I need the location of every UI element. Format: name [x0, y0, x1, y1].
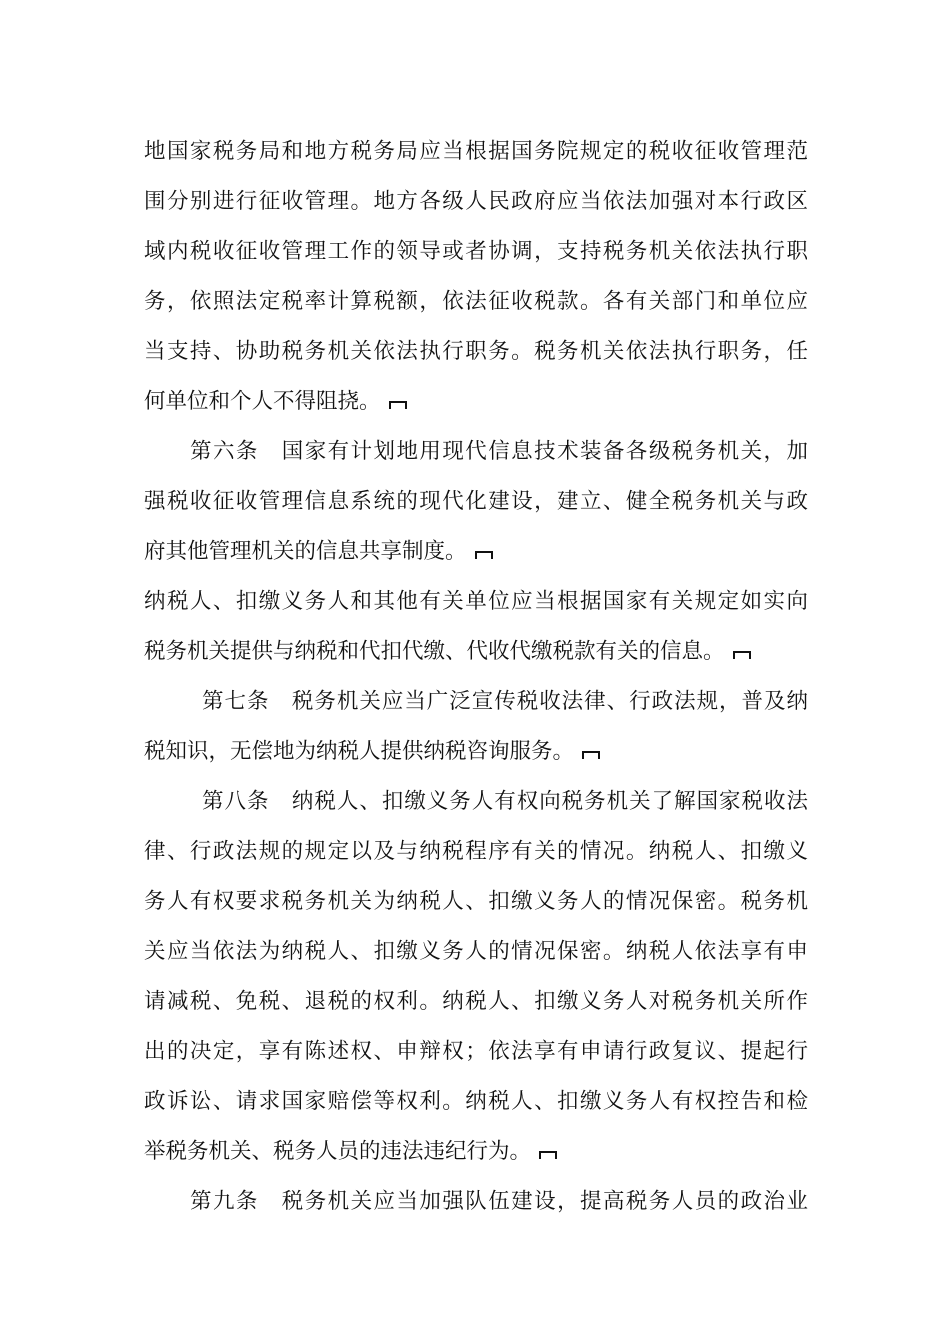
paragraph-end-line [144, 385, 808, 419]
article-7-heading-line: 第七条 税务机关应当广泛宣传税收法律、行政法规，普及纳 [202, 689, 808, 714]
text-line: 税知识，无偿地为纳税人提供纳税咨询服务。 [144, 739, 575, 764]
text-line: 地国家税务局和地方税务局应当根据国务院规定的税收征收管理范 [144, 139, 808, 164]
article-6-heading-line: 第六条 国家有计划地用现代信息技术装备各级税务机关，加 [190, 439, 808, 464]
text-line: 关应当依法为纳税人、扣缴义务人的情况保密。纳税人依法享有申 [144, 939, 808, 964]
text-line: 纳税人、扣缴义务人和其他有关单位应当根据国家有关规定如实向 [144, 589, 808, 614]
paragraph-end-line [144, 735, 808, 769]
text-line: 政诉讼、请求国家赔偿等权利。纳税人、扣缴义务人有权控告和检 [144, 1089, 808, 1114]
text-line: 举税务机关、税务人员的违法违纪行为。 [144, 1139, 532, 1164]
text-line: 律、行政法规的规定以及与纳税程序有关的情况。纳税人、扣缴义 [144, 839, 808, 864]
paragraph-end-line [144, 535, 808, 569]
text-line: 何单位和个人不得阻挠。 [144, 389, 381, 414]
paragraph-mark-icon [733, 651, 751, 659]
text-line: 务人有权要求税务机关为纳税人、扣缴义务人的情况保密。税务机 [144, 889, 808, 914]
text-line: 出的决定，享有陈述权、申辩权；依法享有申请行政复议、提起行 [144, 1039, 808, 1064]
text-line: 请减税、免税、退税的权利。纳税人、扣缴义务人对税务机关所作 [144, 989, 808, 1014]
article-8-heading-line: 第八条 纳税人、扣缴义务人有权向税务机关了解国家税收法 [202, 789, 808, 814]
paragraph-end-line [144, 635, 808, 669]
text-line: 当支持、协助税务机关依法执行职务。税务机关依法执行职务，任 [144, 339, 808, 364]
article-9-heading-line: 第九条 税务机关应当加强队伍建设，提高税务人员的政治业 [190, 1189, 808, 1214]
text-line: 围分别进行征收管理。地方各级人民政府应当依法加强对本行政区 [144, 189, 808, 214]
text-line: 府其他管理机关的信息共享制度。 [144, 539, 467, 564]
paragraph-mark-icon [389, 401, 407, 409]
paragraph-mark-icon [539, 1151, 557, 1159]
text-line: 域内税收征收管理工作的领导或者协调，支持税务机关依法执行职 [144, 239, 808, 264]
text-line: 务，依照法定税率计算税额，依法征收税款。各有关部门和单位应 [144, 289, 808, 314]
paragraph-mark-icon [475, 551, 493, 559]
text-line: 税务机关提供与纳税和代扣代缴、代收代缴税款有关的信息。 [144, 639, 725, 664]
paragraph-end-line [144, 1135, 808, 1169]
text-line: 强税收征收管理信息系统的现代化建设，建立、健全税务机关与政 [144, 489, 808, 514]
paragraph-mark-icon [582, 751, 600, 759]
